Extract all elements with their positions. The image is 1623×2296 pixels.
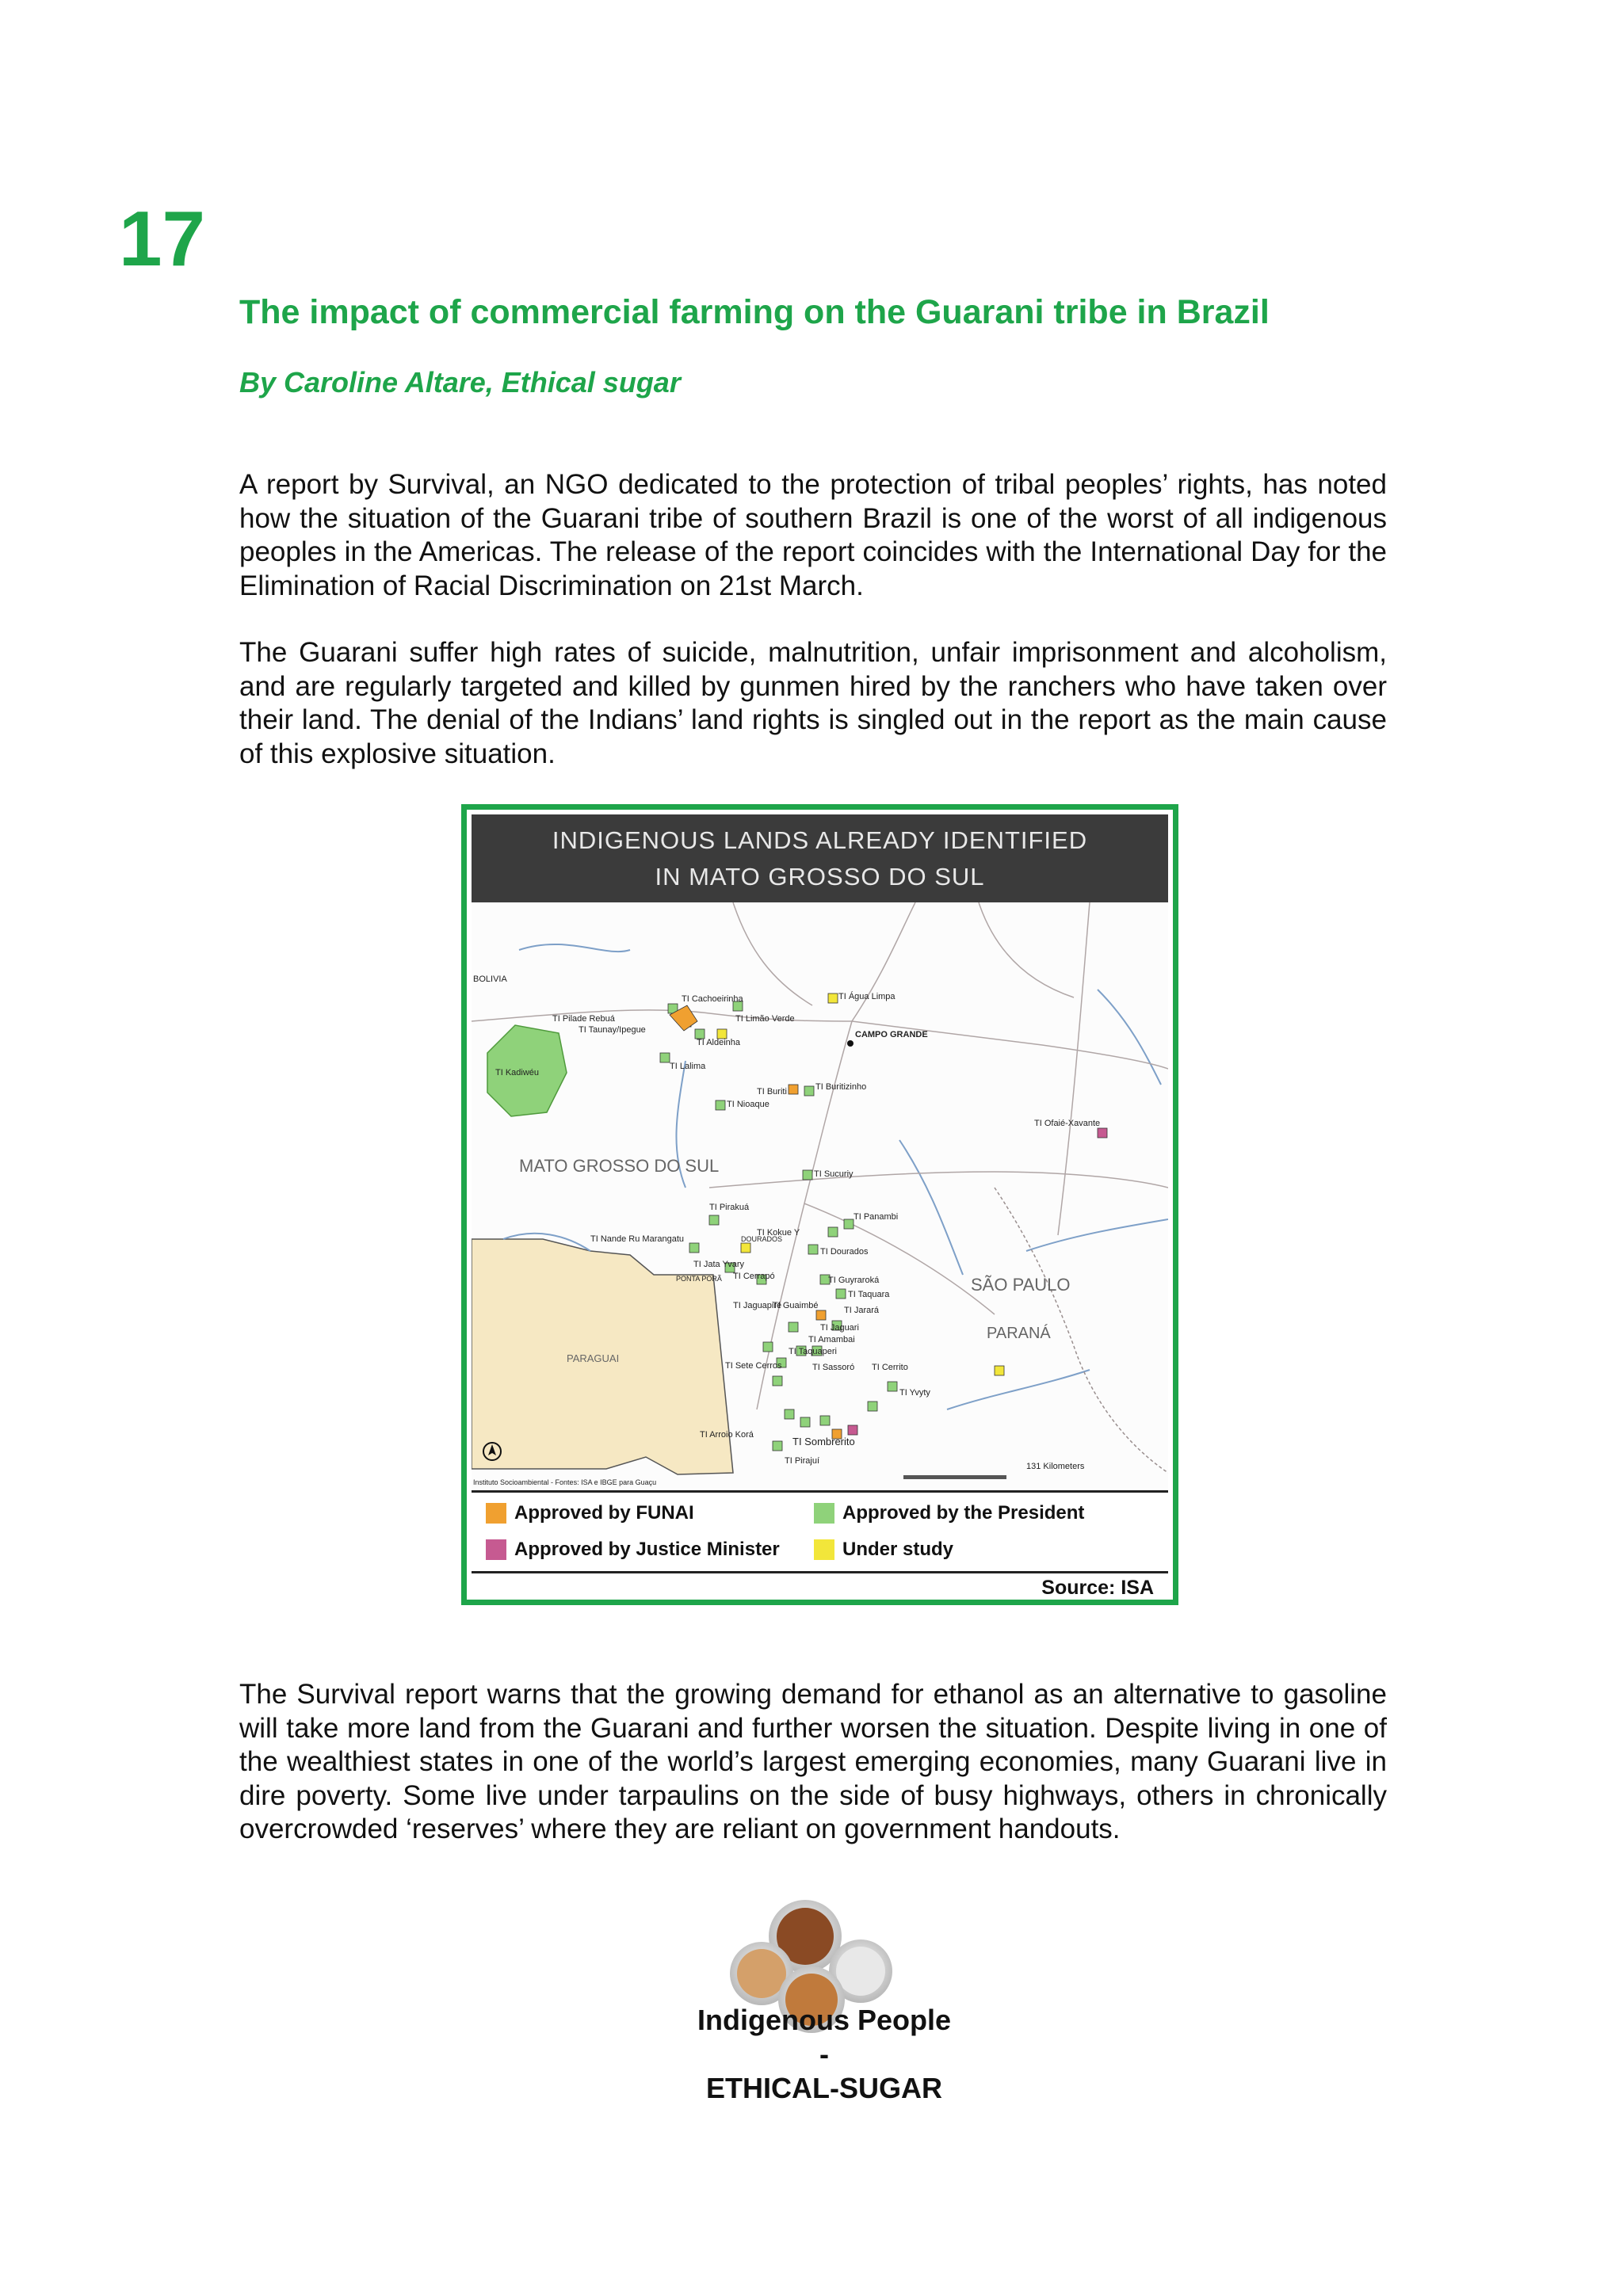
map-legend (472, 1490, 1168, 1572)
map-scale-label: 131 Kilometers (1026, 1462, 1085, 1471)
legend-item-justice-minister (486, 1539, 780, 1561)
territory-label: TI Sombrerito (792, 1436, 855, 1447)
label-parana: PARANÁ (987, 1325, 1051, 1342)
territory-marker (816, 1310, 826, 1320)
territory-marker (763, 1342, 773, 1352)
territory-label: TI Panambi (854, 1212, 899, 1222)
territory-label: TI Jata Yvary (693, 1260, 744, 1269)
territory-label: TI Pilade Rebuá (552, 1014, 615, 1024)
territory-label: TI Jarará (844, 1306, 880, 1315)
territory-marker (709, 1215, 719, 1225)
legend-swatch-funai (486, 1503, 506, 1524)
campo-grande-marker (847, 1040, 854, 1047)
map-credit: Instituto Socioambiental - Fontes: ISA e IBGE para Guaçu (473, 1478, 657, 1486)
territory-marker (689, 1243, 699, 1253)
label-bolivia: BOLIVIA (473, 974, 507, 984)
territory-marker (789, 1085, 798, 1094)
paragraph-ethanol: The Survival report warns that the growing demand for ethanol as an alternative to gasoline will take more land from the Guarani and further worsen the situation. Despite living in one of the wealthiest states in one of the world’s largest emerging economies, many Guarani live in dire poverty. Some live under tarpaulins on the side of busy highways, others in chronically overcrowded ‘reserves’ where they are reliant on government handouts. (239, 1679, 1387, 1844)
territory-label: TI Jaguari (820, 1323, 859, 1333)
article-title: The impact of commercial farming on the Guarani tribe in Brazil (239, 293, 1270, 331)
legend-item-under-study (814, 1539, 953, 1561)
territory-marker (868, 1402, 877, 1411)
territory-marker (888, 1382, 897, 1391)
logo-sugar (836, 1947, 885, 1996)
territory-marker (836, 1289, 846, 1299)
territory-marker (828, 994, 838, 1003)
label-state: MATO GROSSO DO SUL (519, 1156, 720, 1176)
territory-marker (785, 1409, 794, 1419)
legend-item-funai (486, 1502, 694, 1524)
territory-marker (828, 1227, 838, 1237)
territory-label: TI Dourados (820, 1247, 869, 1257)
territory-marker (844, 1219, 854, 1229)
paragraph-intro: A report by Survival, an NGO dedicated to the protection of tribal peoples’ rights, has noted how the situation of the Guarani tribe of southern Brazil is one of the worst of all indigenous peoples in the Americas. The release of the report coincides with the International Day for the Elimination of Racial Discrimination on 21st March. (239, 469, 1387, 601)
territory-marker (800, 1417, 810, 1427)
territory-label: TI Arroio Korá (700, 1430, 754, 1440)
legend-label-president: Approved by the President (842, 1502, 1085, 1524)
territory-label: TI Pirakuá (709, 1203, 750, 1212)
label-dourados: DOURADOS (741, 1235, 783, 1243)
territory-marker (1098, 1128, 1107, 1138)
label-ponta-pora: PONTA PORÃ (676, 1275, 722, 1283)
territory-label: TI Cachoeirinha (682, 994, 743, 1004)
map-figure (461, 804, 1178, 1605)
territory-label: TI Água Limpa (838, 992, 896, 1001)
map-header-line1: INDIGENOUS LANDS ALREADY IDENTIFIED (552, 826, 1088, 854)
territory-marker (820, 1416, 830, 1425)
scale-bar (903, 1475, 1006, 1479)
logo-caption-line1: Indigenous People (697, 2004, 952, 2036)
territory-label: TI Nande Ru Marangatu (590, 1234, 685, 1244)
territory-label: TI Buritizinho (815, 1082, 867, 1092)
logo-caption-line2: - (819, 2038, 829, 2070)
territory-label: TI Sassoró (812, 1363, 855, 1372)
territory-marker (773, 1441, 782, 1451)
territory-label: TI Limão Verde (735, 1014, 795, 1024)
territory-label: TI Cerrapó (733, 1272, 775, 1281)
paragraph-causes: The Guarani suffer high rates of suicide, malnutrition, unfair imprisonment and alcoholism, and are regularly targeted and killed by gunmen hired by the ranchers who have taken over their land. The denial of the Indians’ land rights is singled out in the report as the main cause of this explosive situation. (239, 637, 1387, 769)
territory-label: TI Yvyty (899, 1388, 930, 1398)
territory-marker (848, 1425, 857, 1435)
legend-swatch-justice-minister (486, 1539, 506, 1560)
territory-label: TI Lalima (670, 1062, 706, 1071)
territory-label: TI Sete Cerros (725, 1361, 782, 1371)
territory-markers (660, 994, 1107, 1451)
territory-label: TI Nioaque (727, 1100, 769, 1109)
territory-marker (716, 1100, 725, 1110)
territory-label: TI Kadiwéu (495, 1068, 540, 1077)
legend-label-funai: Approved by FUNAI (514, 1502, 694, 1524)
map-image (472, 902, 1168, 1489)
map-source: Source: ISA (472, 1571, 1168, 1600)
legend-label-under-study: Under study (842, 1539, 954, 1560)
legend-label-justice-minister: Approved by Justice Minister (514, 1539, 780, 1560)
map-header-line2: IN MATO GROSSO DO SUL (655, 863, 985, 891)
territory-label: TI Guaimbé (773, 1301, 819, 1310)
territory-marker (808, 1245, 818, 1254)
territory-label: TI Sucuriy (814, 1169, 854, 1179)
legend-swatch-under-study (814, 1539, 834, 1560)
territory-label: TI Aldeinha (697, 1038, 741, 1047)
territory-marker (773, 1376, 782, 1386)
legend-item-president (814, 1502, 1084, 1524)
territory-label: TI Taquara (848, 1290, 890, 1299)
label-sao-paulo: SÃO PAULO (971, 1275, 1071, 1295)
label-paraguay: PARAGUAI (567, 1352, 620, 1364)
territory-marker (789, 1322, 798, 1332)
label-campo-grande: CAMPO GRANDE (855, 1030, 928, 1039)
logo-caption-line3: ETHICAL-SUGAR (706, 2072, 942, 2104)
territory-label: TI Ofaié-Xavante (1034, 1119, 1101, 1128)
territory-marker (741, 1243, 750, 1253)
territory-label: TI Jaguapiré (733, 1301, 782, 1310)
chapter-number: 17 (119, 195, 206, 282)
territory-label: TI Taunay/Ipegue (579, 1025, 646, 1035)
logo-caption (634, 2003, 1014, 2105)
territory-marker (660, 1053, 670, 1062)
territory-label: TI Buriti (757, 1087, 787, 1097)
territory-label: TI Amambai (808, 1335, 855, 1344)
territory-label: TI Cerrito (872, 1363, 908, 1372)
legend-swatch-president (814, 1503, 834, 1524)
territory-label: TI Guyraroká (828, 1276, 880, 1285)
territory-marker (995, 1366, 1004, 1375)
territory-label: TI Taquaperi (789, 1347, 837, 1356)
map-header (472, 814, 1168, 902)
territory-label: TI Pirajuí (785, 1456, 820, 1466)
territory-marker (803, 1170, 812, 1180)
territory-label: TI Kokue Y (757, 1228, 800, 1238)
article-byline: By Caroline Altare, Ethical sugar (239, 366, 681, 399)
logo-sugar (737, 1949, 786, 1998)
territory-marker (804, 1086, 814, 1096)
